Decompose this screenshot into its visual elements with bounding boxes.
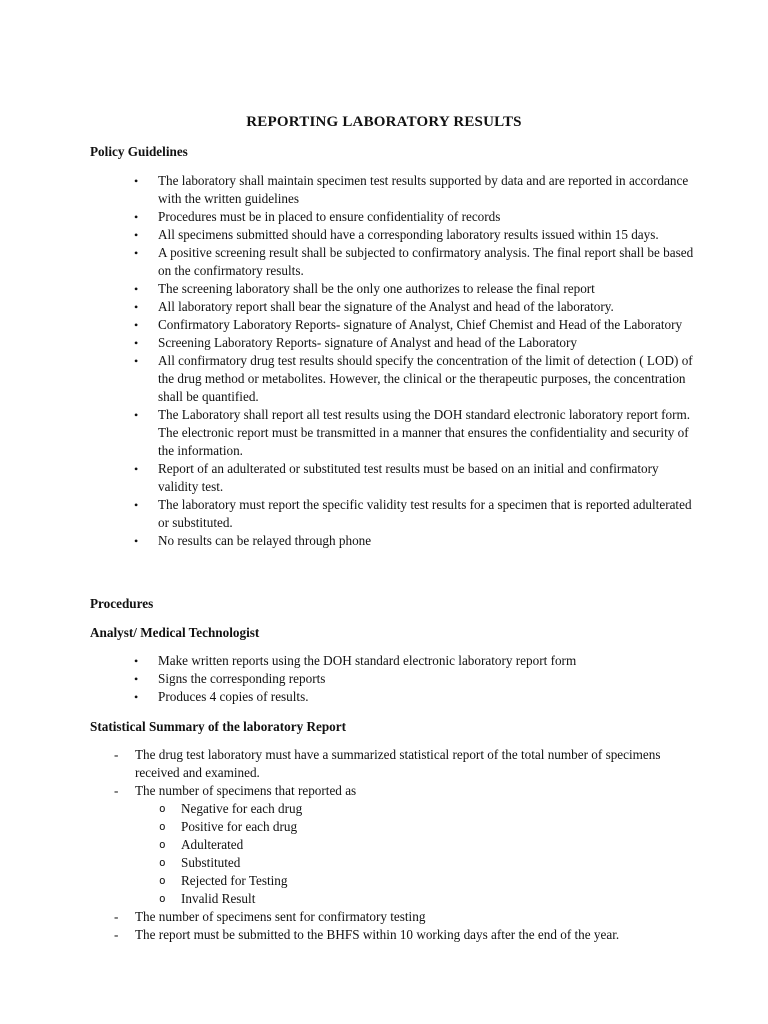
list-item <box>0 316 768 334</box>
list-item-text: The laboratory must report the specific validity test results for a specimen that is reported adulterated or substituted. <box>158 497 692 530</box>
summary-subitem <box>135 854 698 872</box>
summary-subitem-text: Negative for each drug <box>181 801 303 816</box>
summary-item-text: The report must be submitted to the BHFS within 10 working days after the end of the year. <box>135 927 620 942</box>
list-item <box>0 460 768 496</box>
list-item <box>0 652 768 670</box>
analyst-heading: Analyst/ Medical Technologist <box>90 625 260 640</box>
dash-marker: - <box>114 909 119 924</box>
summary-item <box>0 926 768 944</box>
list-item <box>0 334 768 352</box>
policy-guidelines-heading: Policy Guidelines <box>90 144 188 159</box>
list-item-text: Screening Laboratory Reports- signature of Analyst and head of the Laboratory <box>158 335 577 350</box>
list-item <box>0 688 768 706</box>
summary-item-text: The number of specimens that reported as <box>135 783 357 798</box>
list-item <box>0 406 768 460</box>
list-item-text: Confirmatory Laboratory Reports- signature of Analyst, Chief Chemist and Head of the Laboratory <box>158 317 683 332</box>
bullet-marker: • <box>134 318 139 332</box>
summary-subitem <box>135 890 698 908</box>
list-item <box>0 532 768 550</box>
bullet-marker: • <box>134 300 139 314</box>
summary-subitem-text: Rejected for Testing <box>181 873 288 888</box>
list-item-text: Produces 4 copies of results. <box>158 689 309 704</box>
sub-bullet-marker: o <box>159 856 166 869</box>
summary-item-text: The drug test laboratory must have a summarized statistical report of the total number of specimens received and examined. <box>135 747 661 780</box>
sub-bullet-marker: o <box>159 892 166 905</box>
list-item-text: The laboratory shall maintain specimen test results supported by data and are reported in accordance with the written guidelines <box>158 173 689 206</box>
sub-bullet-marker: o <box>159 820 166 833</box>
list-item-text: No results can be relayed through phone <box>158 533 372 548</box>
summary-subitem <box>135 836 698 854</box>
document-title: REPORTING LABORATORY RESULTS <box>246 114 522 130</box>
summary-subitem <box>135 818 698 836</box>
bullet-marker: • <box>134 672 139 686</box>
sub-bullet-marker: o <box>159 802 166 815</box>
summary-subitem-text: Positive for each drug <box>181 819 298 834</box>
summary-item <box>0 746 768 782</box>
list-item <box>0 172 768 208</box>
sub-bullet-marker: o <box>159 838 166 851</box>
statistical-summary-heading: Statistical Summary of the laboratory Report <box>90 719 347 734</box>
list-item-text: A positive screening result shall be subjected to confirmatory analysis. The final report shall be based on the confirmatory results. <box>158 245 694 278</box>
list-item <box>0 298 768 316</box>
bullet-marker: • <box>134 210 139 224</box>
bullet-marker: • <box>134 174 139 188</box>
summary-subitem-text: Invalid Result <box>181 891 256 906</box>
bullet-marker: • <box>134 462 139 476</box>
bullet-marker: • <box>134 246 139 260</box>
list-item <box>0 496 768 532</box>
list-item-text: Signs the corresponding reports <box>158 671 326 686</box>
list-item-text: The Laboratory shall report all test results using the DOH standard electronic laboratory report form. The electronic report must be transmitted in a manner that ensures the confidentiality and security of the information. <box>158 407 691 458</box>
statistical-summary-list <box>0 746 768 944</box>
sub-bullet-marker: o <box>159 874 166 887</box>
dash-marker: - <box>114 747 119 762</box>
list-item <box>0 670 768 688</box>
bullet-marker: • <box>134 408 139 422</box>
list-item-text: Procedures must be in placed to ensure confidentiality of records <box>158 209 501 224</box>
bullet-marker: • <box>134 354 139 368</box>
list-item <box>0 208 768 226</box>
summary-item <box>0 908 768 926</box>
list-item-text: All laboratory report shall bear the signature of the Analyst and head of the laboratory. <box>158 299 614 314</box>
list-item-text: All confirmatory drug test results should specify the concentration of the limit of detection ( LOD) of the drug method or metabolites. However, the clinical or the therapeutic purposes, the concentration shall be quantified. <box>158 353 693 404</box>
bullet-marker: • <box>134 282 139 296</box>
summary-subitems <box>135 800 698 908</box>
list-item <box>0 280 768 298</box>
list-item-text: Report of an adulterated or substituted test results must be based on an initial and confirmatory validity test. <box>158 461 659 494</box>
bullet-marker: • <box>134 228 139 242</box>
summary-subitem-text: Adulterated <box>181 837 244 852</box>
summary-subitem-text: Substituted <box>181 855 241 870</box>
bullet-marker: • <box>134 498 139 512</box>
bullet-marker: • <box>134 534 139 548</box>
summary-subitem <box>135 800 698 818</box>
summary-item <box>0 782 768 908</box>
summary-subitem <box>135 872 698 890</box>
bullet-marker: • <box>134 690 139 704</box>
summary-item-text: The number of specimens sent for confirmatory testing <box>135 909 426 924</box>
bullet-marker: • <box>134 336 139 350</box>
policy-guidelines-list <box>0 172 768 550</box>
bullet-marker: • <box>134 654 139 668</box>
analyst-duties-list <box>0 652 768 706</box>
list-item <box>0 352 768 406</box>
list-item-text: All specimens submitted should have a corresponding laboratory results issued within 15 days. <box>158 227 659 242</box>
list-item-text: Make written reports using the DOH standard electronic laboratory report form <box>158 653 577 668</box>
procedures-heading: Procedures <box>90 596 154 611</box>
list-item <box>0 244 768 280</box>
list-item-text: The screening laboratory shall be the only one authorizes to release the final report <box>158 281 595 296</box>
list-item <box>0 226 768 244</box>
dash-marker: - <box>114 927 119 942</box>
dash-marker: - <box>114 783 119 798</box>
